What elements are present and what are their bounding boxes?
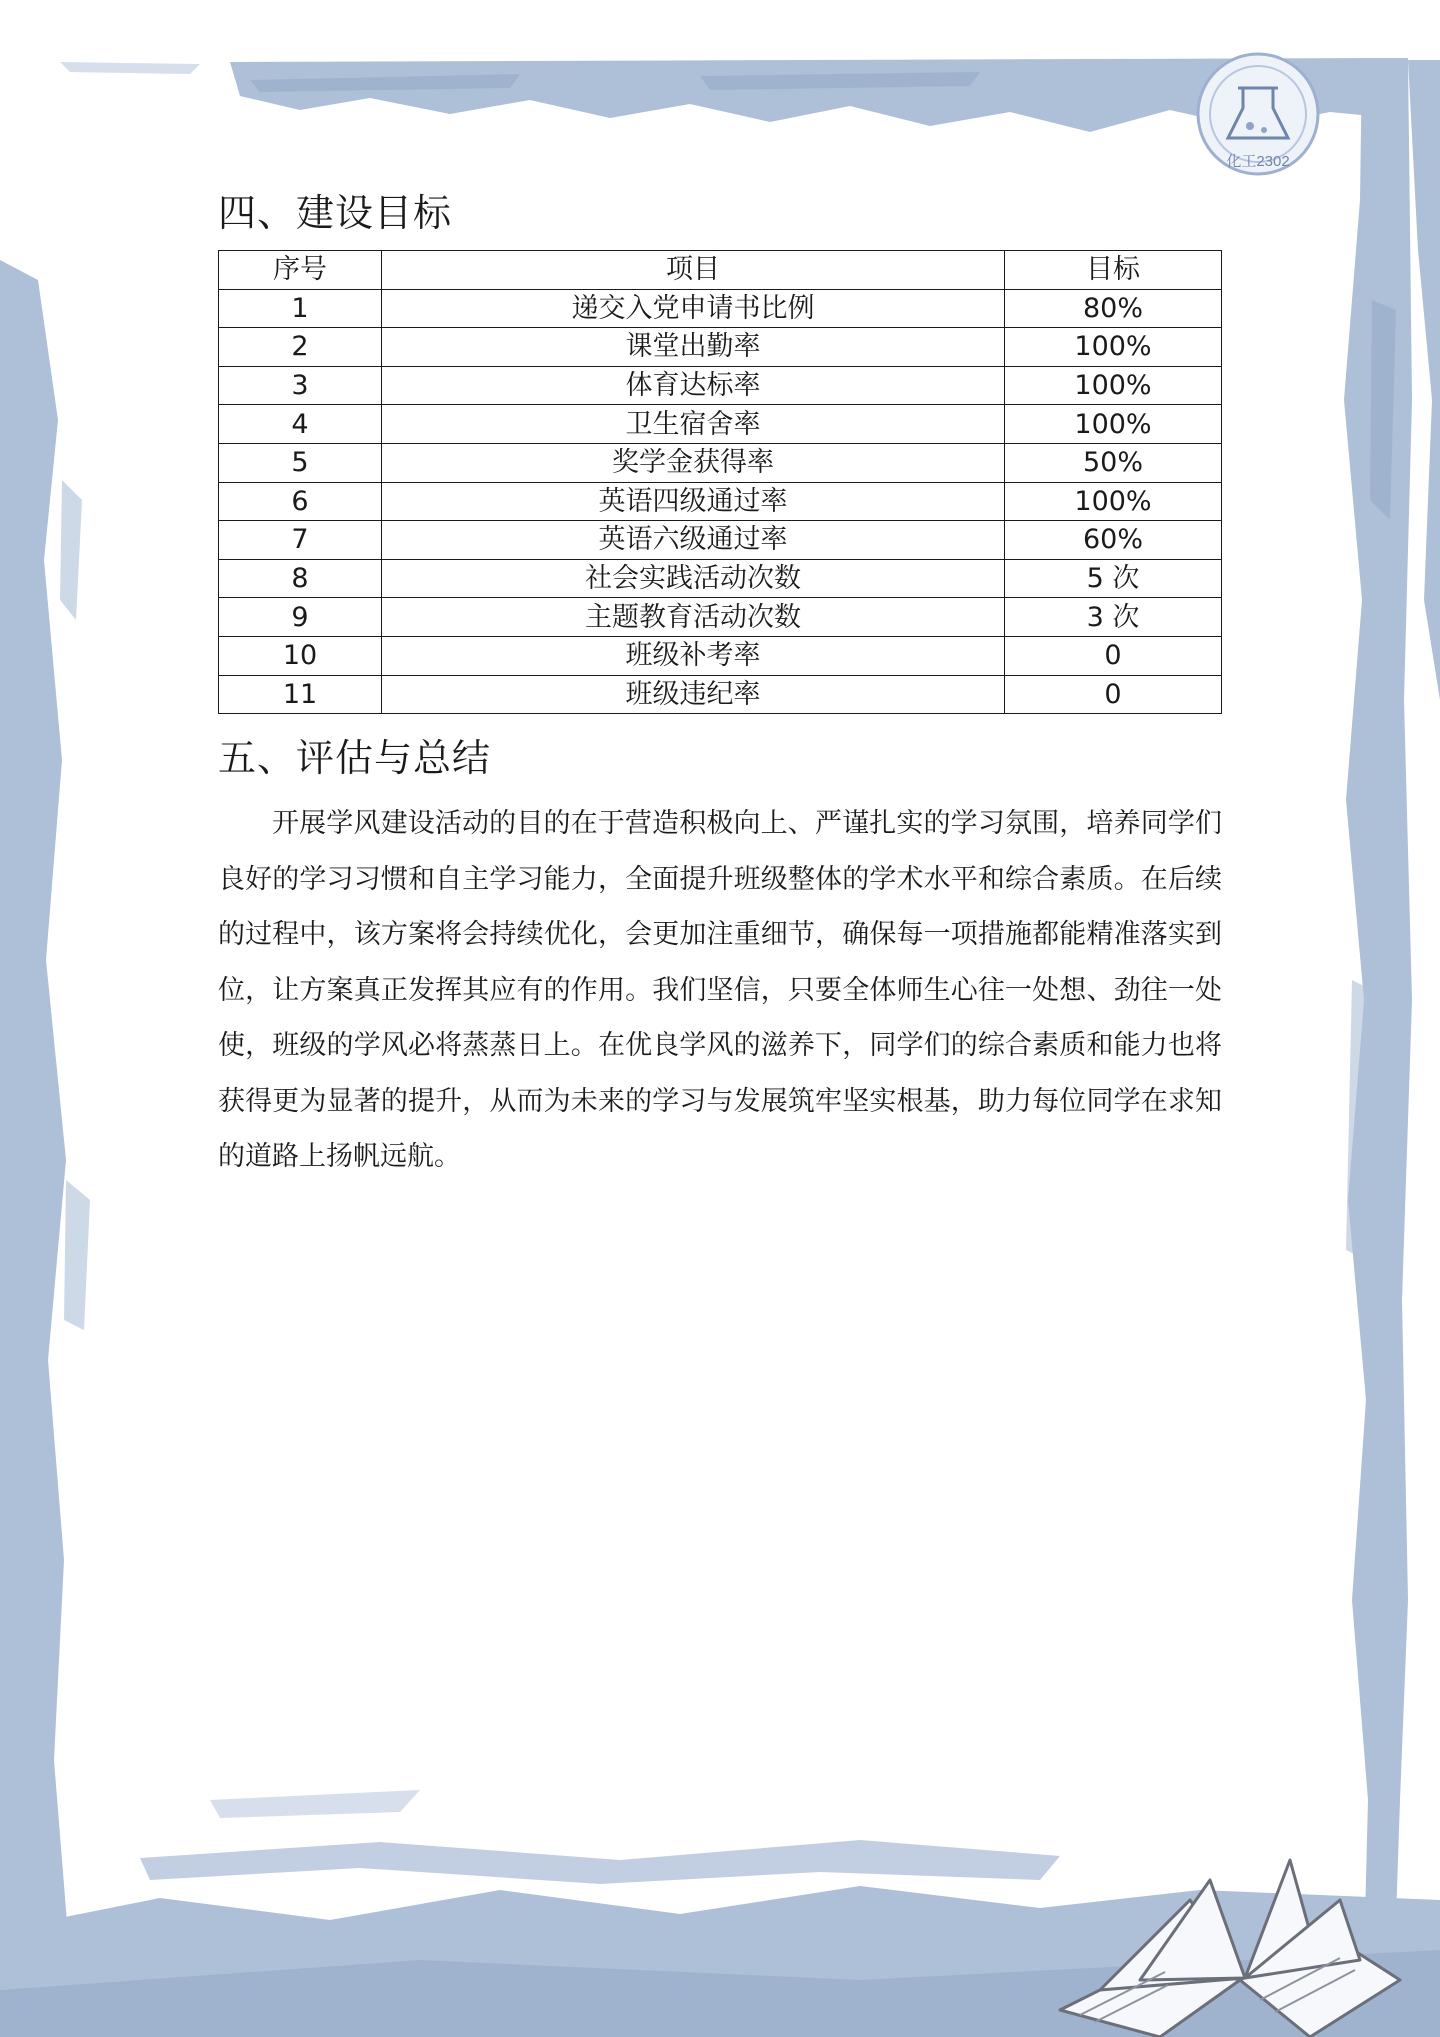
cell-no: 8 bbox=[219, 559, 382, 598]
table-row bbox=[219, 328, 1222, 367]
section-5-title: 五、评估与总结 bbox=[218, 736, 492, 780]
column-header-no: 序号 bbox=[219, 251, 382, 290]
table-row bbox=[219, 482, 1222, 521]
table-row bbox=[219, 598, 1222, 637]
cell-item: 社会实践活动次数 bbox=[382, 559, 1005, 598]
table-row bbox=[219, 559, 1222, 598]
cell-item: 班级违纪率 bbox=[382, 675, 1005, 714]
cell-item: 英语六级通过率 bbox=[382, 521, 1005, 560]
table-header-row bbox=[219, 251, 1222, 290]
table-row bbox=[219, 405, 1222, 444]
class-logo bbox=[1188, 50, 1328, 180]
open-book-icon bbox=[1040, 1840, 1410, 2037]
cell-item: 主题教育活动次数 bbox=[382, 598, 1005, 637]
cell-no: 3 bbox=[219, 366, 382, 405]
cell-target: 100% bbox=[1005, 482, 1222, 521]
cell-no: 10 bbox=[219, 636, 382, 675]
cell-item: 奖学金获得率 bbox=[382, 443, 1005, 482]
cell-item: 课堂出勤率 bbox=[382, 328, 1005, 367]
cell-no: 4 bbox=[219, 405, 382, 444]
cell-no: 5 bbox=[219, 443, 382, 482]
cell-target: 100% bbox=[1005, 328, 1222, 367]
cell-target: 100% bbox=[1005, 366, 1222, 405]
table-row bbox=[219, 366, 1222, 405]
cell-target: 0 bbox=[1005, 636, 1222, 675]
table-row bbox=[219, 675, 1222, 714]
cell-target: 100% bbox=[1005, 405, 1222, 444]
cell-target: 50% bbox=[1005, 443, 1222, 482]
cell-item: 体育达标率 bbox=[382, 366, 1005, 405]
cell-target: 5 次 bbox=[1005, 559, 1222, 598]
cell-target: 0 bbox=[1005, 675, 1222, 714]
cell-item: 递交入党申请书比例 bbox=[382, 289, 1005, 328]
cell-target: 3 次 bbox=[1005, 598, 1222, 637]
cell-no: 7 bbox=[219, 521, 382, 560]
cell-no: 2 bbox=[219, 328, 382, 367]
column-header-target: 目标 bbox=[1005, 251, 1222, 290]
cell-no: 11 bbox=[219, 675, 382, 714]
cell-no: 6 bbox=[219, 482, 382, 521]
section-4-title: 四、建设目标 bbox=[218, 191, 453, 235]
logo-text: 化工2302 bbox=[1226, 153, 1290, 170]
cell-no: 1 bbox=[219, 289, 382, 328]
table-row bbox=[219, 289, 1222, 328]
table-row bbox=[219, 636, 1222, 675]
cell-no: 9 bbox=[219, 598, 382, 637]
cell-item: 英语四级通过率 bbox=[382, 482, 1005, 521]
cell-target: 60% bbox=[1005, 521, 1222, 560]
cell-item: 卫生宿舍率 bbox=[382, 405, 1005, 444]
table-row bbox=[219, 521, 1222, 560]
cell-target: 80% bbox=[1005, 289, 1222, 328]
cell-item: 班级补考率 bbox=[382, 636, 1005, 675]
summary-paragraph: 开展学风建设活动的目的在于营造积极向上、严谨扎实的学习氛围，培养同学们良好的学习习惯和自主学习能力，全面提升班级整体的学术水平和综合素质。在后续的过程中，该方案将会持续优化，会更加注重细节，确保每一项措施都能精准落实到位，让方案真正发挥其应有的作用。我们坚信，只要全体师生心往一处想、劲往一处使，班级的学风必将蒸蒸日上。在优良学风的滋养下，同学们的综合素质和能力也将获得更为显著的提升，从而为未来的学习与发展筑牢坚实根基，助力每位同学在求知的道路上扬帆远航。 bbox=[218, 808, 1222, 1172]
goals-table bbox=[218, 250, 1222, 714]
column-header-item: 项目 bbox=[382, 251, 1005, 290]
table-row bbox=[219, 443, 1222, 482]
